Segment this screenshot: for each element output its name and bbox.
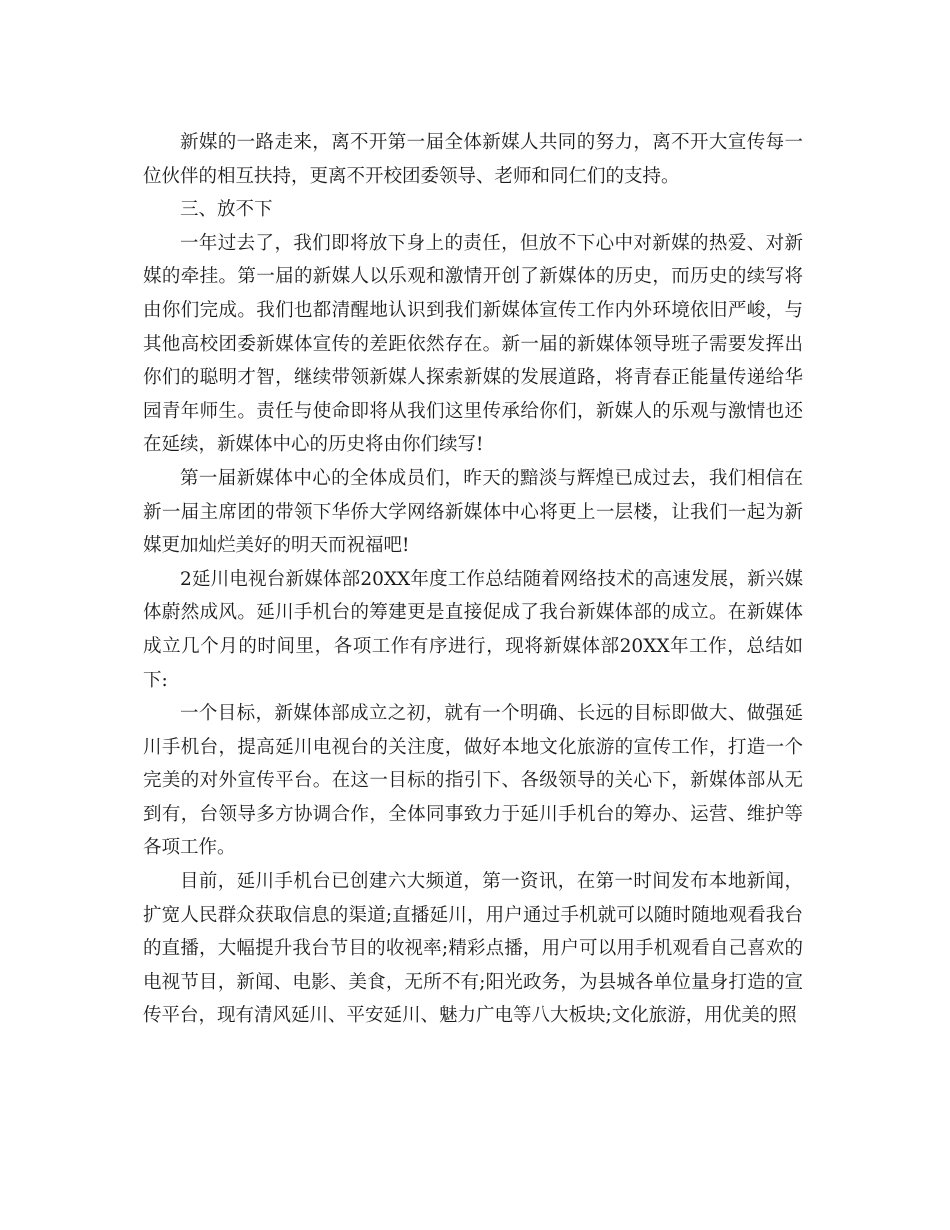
paragraph: 新媒的一路走来，离不开第一届全体新媒人共同的努力，离不开大宣传每一位伙伴的相互扶持，更离不开校团委领导、老师和同仁们的支持。	[143, 132, 803, 187]
paragraph: 2延川电视台新媒体部20XX年度工作总结随着网络技术的高速发展，新兴媒体蔚然成风。延川手机台的筹建更是直接促成了我台新媒体部的成立。在新媒体成立几个月的时间里，各项工作有序进行，现将新媒体部20XX年工作，总结如下:	[143, 568, 803, 691]
document-body	[143, 126, 803, 1033]
paragraph: 第一届新媒体中心的全体成员们，昨天的黯淡与辉煌已成过去，我们相信在新一届主席团的带领下华侨大学网络新媒体中心将更上一层楼，让我们一起为新媒更加灿烂美好的明天而祝福吧!	[143, 467, 803, 557]
paragraph: 目前，延川手机台已创建六大频道，第一资讯，在第一时间发布本地新闻，扩宽人民群众获取信息的渠道;直播延川，用户通过手机就可以随时随地观看我台的直播，大幅提升我台节目的收视率;精彩点播，用户可以用手机观看自己喜欢的电视节目，新闻、电影、美食，无所不有;阳光政务，为县城各单位量身打造的宣传平台，现有清风延川、平安延川、魅力广电等八大板块;文化旅游，用优美的照	[143, 871, 803, 1027]
paragraph: 一年过去了，我们即将放下身上的责任，但放不下心中对新媒的热爱、对新媒的牵挂。第一届的新媒人以乐观和激情开创了新媒体的历史，而历史的续写将由你们完成。我们也都清醒地认识到我们新媒体宣传工作内外环境依旧严峻，与其他高校团委新媒体宣传的差距依然存在。新一届的新媒体领导班子需要发挥出你们的聪明才智，继续带领新媒人探索新媒的发展道路，将青春正能量传递给华园青年师生。责任与使命即将从我们这里传承给你们，新媒人的乐观与激情也还在延续，新媒体中心的历史将由你们续写!	[143, 232, 803, 456]
paragraph: 一个目标，新媒体部成立之初，就有一个明确、长远的目标即做大、做强延川手机台，提高延川电视台的关注度，做好本地文化旅游的宣传工作，打造一个完美的对外宣传平台。在这一目标的指引下、各级领导的关心下，新媒体部从无到有，台领导多方协调合作，全体同事致力于延川手机台的筹办、运营、维护等各项工作。	[143, 703, 803, 859]
section-heading: 三、放不下	[180, 199, 273, 221]
